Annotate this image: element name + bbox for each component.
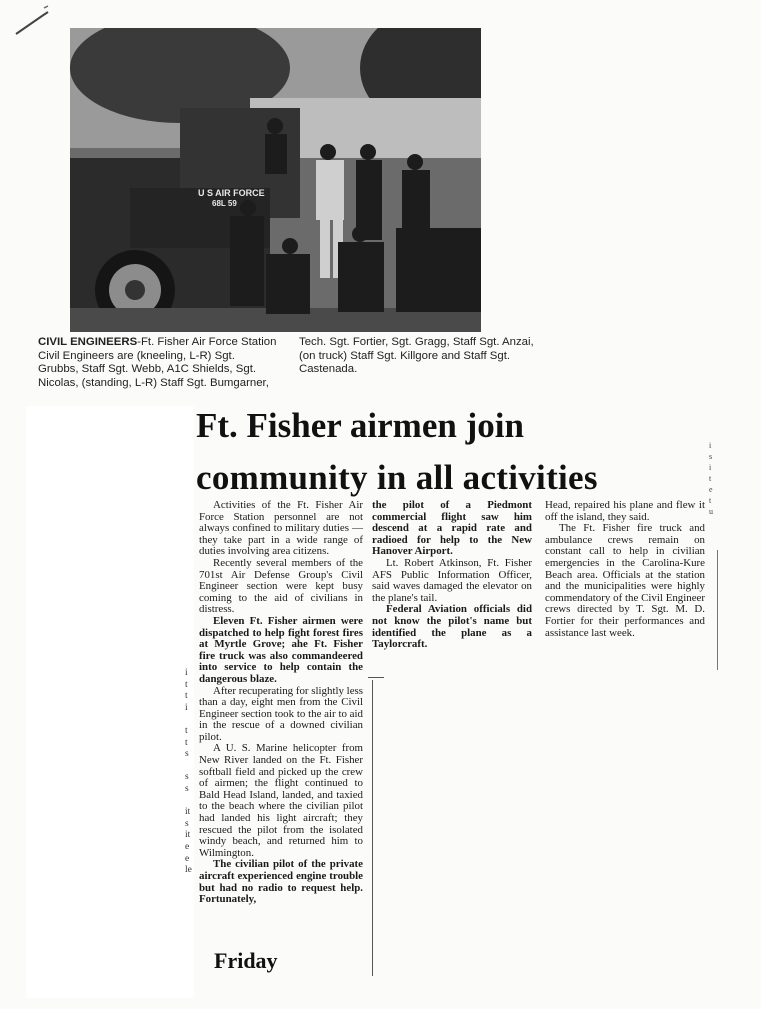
left-edge-fragments	[185, 668, 199, 877]
caption-text: -Ft. Fisher Air Force Station Civil Engineers are (kneeling, L-R) Sgt. Grubbs, Staff Sgt. Webb, A1C Shields, Sgt. Nicolas, (standing, L-R) Staff Sgt. Bumgarner, Tech. Sgt. Fortier, Sgt. Gragg, Staff Sgt. Anzai, (on truck) Staff Sgt. Killgore and Staff Sgt. Castenada.	[38, 336, 534, 389]
pencil-mark-icon	[12, 4, 52, 44]
headline	[196, 400, 716, 504]
paragraph: Lt. Robert Atkinson, Ft. Fisher AFS Public Information Officer, said waves damaged the elevator on the plane's tail.	[372, 556, 532, 604]
edge-fragment: s	[185, 783, 189, 794]
right-edge-rule	[717, 550, 718, 670]
edge-fragment: t	[185, 691, 188, 702]
civil-engineers-photo	[70, 28, 481, 332]
edge-fragment: i	[709, 441, 712, 450]
edge-fragment: s	[709, 452, 713, 461]
paragraph: Eleven Ft. Fisher airmen were dispatched to help fight forest fires at Myrtle Grove; ahe Ft. Fisher fire truck was also commandeered into service to help contain the dangerous blaze.	[199, 614, 363, 685]
edge-fragment: u	[709, 507, 713, 516]
paragraph: The Ft. Fisher fire truck and ambulance crews remain on constant call to help in civilian emergencies in the Carolina-Kure Beach area. Officials at the station and the municipalities were highly commendatory of the Civil Engineer crews directed by T. Sgt. M. D. Fortier for their performances and assistance last week.	[545, 522, 705, 639]
masking-strip	[26, 406, 194, 998]
paragraph: A U. S. Marine helicopter from New River landed on the Ft. Fisher softball field and picked up the crew of airmen; the flight continued to Bald Head Island, landed, and taxied to the beach where the civilian pilot had landed his light aircraft; they rescued the pilot from the isolated windy beach, and returned him to Wilmington.	[199, 742, 363, 859]
edge-fragment: i	[185, 668, 188, 678]
edge-fragment: it	[185, 807, 191, 818]
edge-fragment	[185, 714, 199, 726]
edge-fragment: t	[709, 496, 712, 505]
edge-fragment	[185, 796, 199, 808]
dateline: Friday	[214, 948, 278, 973]
edge-fragment: le	[185, 865, 192, 876]
paragraph: After recuperating for slightly less than a day, eight men from the Civil Engineer section took to the air to aid in the rescue of a downed civilian pilot.	[199, 684, 364, 743]
photo-caption	[38, 336, 538, 390]
edge-fragment: s	[185, 772, 189, 783]
article-column-1	[199, 500, 363, 906]
edge-fragment: i	[709, 463, 712, 472]
article-column-2	[372, 500, 532, 651]
column-rule	[372, 680, 373, 976]
article-column-3	[545, 500, 705, 639]
edge-fragment: e	[185, 841, 190, 852]
edge-fragment: it	[185, 830, 191, 841]
paragraph: Recently several members of the 701st Air Defense Group's Civil Engineer section were kept busy coming to the aid of civilians in distress.	[199, 556, 363, 616]
edge-fragment: t	[185, 737, 188, 748]
edge-fragment: e	[185, 853, 190, 864]
column-rule-tick	[368, 677, 384, 678]
headline-line-1: Ft. Fisher airmen join	[196, 406, 524, 445]
paragraph: The civilian pilot of the private aircraft experienced engine trouble but had no radio to request help. Fortunately,	[199, 858, 363, 906]
truck-number-text: 68L 59	[212, 199, 237, 208]
edge-fragment: i	[185, 702, 188, 713]
edge-fragment	[185, 761, 199, 773]
edge-fragment: t	[185, 725, 188, 736]
edge-fragment: t	[185, 679, 188, 690]
edge-fragment: e	[709, 485, 713, 494]
edge-fragment: s	[185, 749, 189, 760]
paragraph: the pilot of a Piedmont commercial flight saw him descend at a rapid rate and radioed for help to the New Hanover Airport.	[372, 499, 532, 558]
right-edge-fragments	[709, 440, 719, 517]
paragraph: Activities of the Ft. Fisher Air Force Station personnel are not always confined to military duties — they take part in a wide range of duties involving area citizens.	[199, 499, 363, 558]
paragraph: Head, repaired his plane and flew it off the island, they said.	[545, 499, 705, 523]
caption-lead: CIVIL ENGINEERS	[38, 336, 138, 348]
headline-line-2: community in all activities	[196, 458, 598, 497]
paragraph: Federal Aviation officials did not know the pilot's name but identified the plane as a Taylorcraft.	[372, 603, 532, 651]
edge-fragment: t	[709, 474, 712, 483]
truck-marking-text: U S AIR FORCE	[198, 188, 265, 198]
edge-fragment: s	[185, 818, 189, 829]
